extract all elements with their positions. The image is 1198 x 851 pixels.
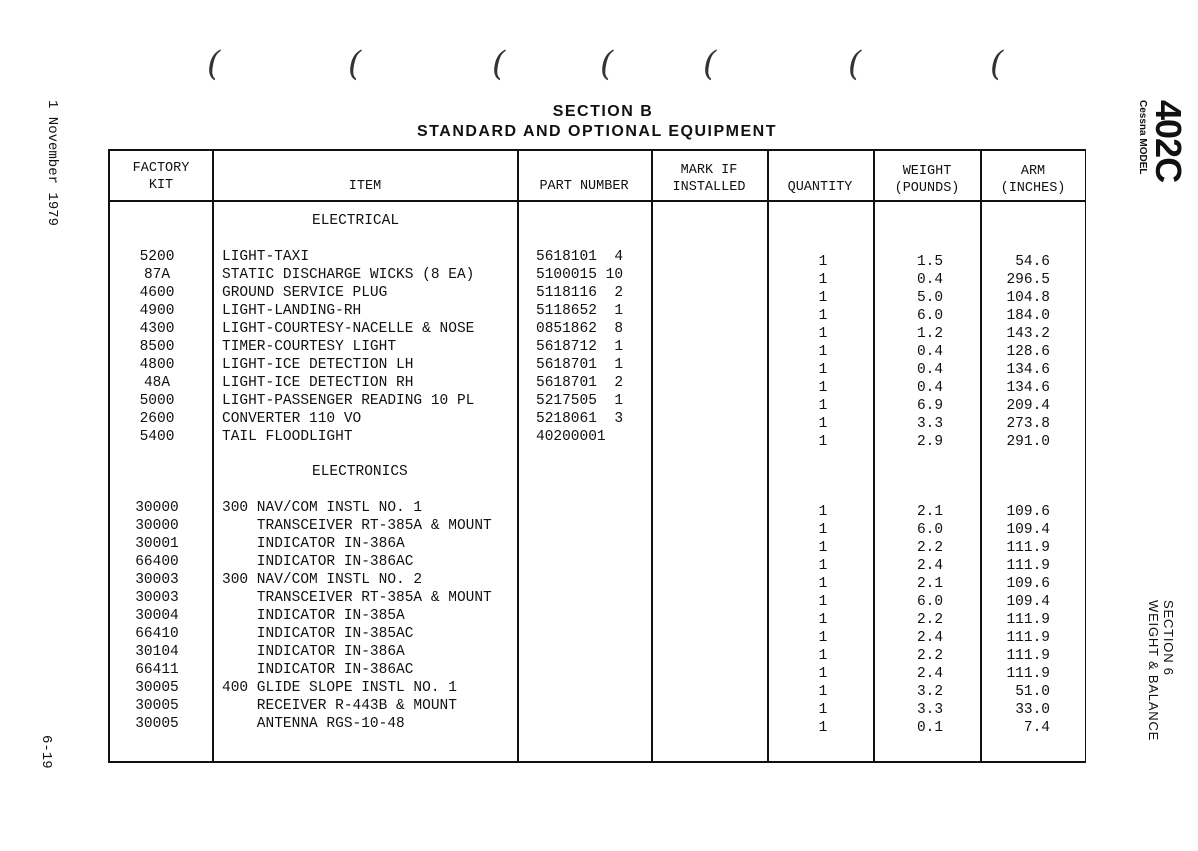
cell-arm: 111.9 — [1006, 612, 1050, 628]
cell-quantity: 1 — [818, 254, 828, 270]
cell-arm: 134.6 — [1006, 362, 1050, 378]
cell-quantity: 1 — [818, 522, 828, 538]
cell-quantity: 1 — [818, 666, 828, 682]
cell-weight: 6.0 — [916, 522, 944, 538]
header-arm — [982, 163, 1084, 197]
cell-item: LIGHT-ICE DETECTION RH — [222, 375, 414, 391]
cell-quantity: 1 — [818, 594, 828, 610]
cell-weight: 1.5 — [916, 254, 944, 270]
cell-item: CONVERTER 110 VO — [222, 411, 362, 427]
cell-weight: 0.4 — [916, 344, 944, 360]
binding-mark: ( — [207, 44, 221, 84]
cell-quantity: 1 — [818, 540, 828, 556]
cell-quantity: 1 — [818, 362, 828, 378]
binding-mark: ( — [492, 44, 506, 84]
cell-factory-kit: 4600 — [139, 285, 175, 301]
cell-weight: 2.2 — [916, 648, 944, 664]
cell-quantity: 1 — [818, 416, 828, 432]
cell-arm: 134.6 — [1006, 380, 1050, 396]
cell-part-number: 40200001 — [536, 429, 606, 445]
cell-arm: 7.4 — [1023, 720, 1050, 736]
column-divider — [651, 149, 653, 763]
brand-name: Cessna — [1137, 100, 1148, 136]
cell-weight: 3.2 — [916, 684, 944, 700]
header-line: (INCHES) — [1000, 181, 1066, 196]
cell-arm: 111.9 — [1006, 666, 1050, 682]
section-name: WEIGHT & BALANCE — [1146, 600, 1161, 742]
cell-part-number: 5100015 10 — [536, 267, 624, 283]
cell-arm: 33.0 — [1015, 702, 1050, 718]
cell-item: TIMER-COURTESY LIGHT — [222, 339, 397, 355]
cell-quantity: 1 — [818, 434, 828, 450]
cell-weight: 6.0 — [916, 308, 944, 324]
cell-weight: 3.3 — [916, 702, 944, 718]
cell-weight: 5.0 — [916, 290, 944, 306]
cell-factory-kit: 5200 — [139, 249, 175, 265]
cell-item: INDICATOR IN-386A — [222, 644, 405, 660]
cell-item: STATIC DISCHARGE WICKS (8 EA) — [222, 267, 475, 283]
cell-item: GROUND SERVICE PLUG — [222, 285, 388, 301]
cell-weight: 1.2 — [916, 326, 944, 342]
cell-item: INDICATOR IN-386A — [222, 536, 405, 552]
cell-item: LIGHT-LANDING-RH — [222, 303, 362, 319]
section-heading-electrical: ELECTRICAL — [312, 213, 400, 229]
binding-mark: ( — [990, 44, 1004, 84]
cell-quantity: 1 — [818, 504, 828, 520]
column-divider — [212, 149, 214, 763]
cell-factory-kit: 30005 — [135, 716, 179, 732]
cell-arm: 273.8 — [1006, 416, 1050, 432]
cell-factory-kit: 30003 — [135, 572, 179, 588]
cell-weight: 2.1 — [916, 504, 944, 520]
binding-mark: ( — [703, 44, 717, 84]
cell-factory-kit: 2600 — [139, 411, 175, 427]
cell-quantity: 1 — [818, 308, 828, 324]
header-line: INSTALLED — [672, 180, 746, 195]
cell-factory-kit: 48A — [143, 375, 171, 391]
cell-factory-kit: 4800 — [139, 357, 175, 373]
cell-weight: 0.4 — [916, 272, 944, 288]
cell-factory-kit: 66400 — [135, 554, 179, 570]
cell-arm: 209.4 — [1006, 398, 1050, 414]
cell-arm: 109.4 — [1006, 594, 1050, 610]
cell-quantity: 1 — [818, 326, 828, 342]
cell-arm: 109.6 — [1006, 504, 1050, 520]
binding-mark: ( — [348, 44, 362, 84]
cell-part-number: 5118116 2 — [536, 285, 624, 301]
cell-arm: 111.9 — [1006, 648, 1050, 664]
model-caption: MODEL — [1137, 138, 1148, 175]
binding-mark: ( — [600, 44, 614, 84]
cell-quantity: 1 — [818, 558, 828, 574]
cell-factory-kit: 8500 — [139, 339, 175, 355]
cell-quantity: 1 — [818, 684, 828, 700]
section-heading-electronics: ELECTRONICS — [312, 464, 408, 480]
section-title — [0, 103, 1198, 121]
cell-weight: 2.2 — [916, 612, 944, 628]
cell-item: INDICATOR IN-385A — [222, 608, 405, 624]
cell-quantity: 1 — [818, 648, 828, 664]
cell-item: INDICATOR IN-385AC — [222, 626, 414, 642]
header-factory-kit — [112, 160, 210, 194]
cell-factory-kit: 30005 — [135, 698, 179, 714]
cell-part-number: 5618701 2 — [536, 375, 624, 391]
cell-weight: 3.3 — [916, 416, 944, 432]
header-quantity: QUANTITY — [787, 180, 853, 195]
cell-arm: 296.5 — [1006, 272, 1050, 288]
cell-item: 300 NAV/COM INSTL NO. 2 — [222, 572, 423, 588]
cell-item: TRANSCEIVER RT-385A & MOUNT — [222, 518, 492, 534]
cell-quantity: 1 — [818, 720, 828, 736]
cell-part-number: 5217505 1 — [536, 393, 624, 409]
cell-item: 300 NAV/COM INSTL NO. 1 — [222, 500, 423, 516]
cell-part-number: 5618712 1 — [536, 339, 624, 355]
cell-item: LIGHT-PASSENGER READING 10 PL — [222, 393, 475, 409]
cell-quantity: 1 — [818, 576, 828, 592]
cell-arm: 291.0 — [1006, 434, 1050, 450]
cell-quantity: 1 — [818, 290, 828, 306]
section-title-text: SECTION B — [552, 103, 654, 120]
header-mark-if-installed — [653, 162, 765, 196]
page-number: 6-19 — [38, 735, 54, 769]
cell-item: LIGHT-ICE DETECTION LH — [222, 357, 414, 373]
header-line: WEIGHT — [902, 164, 952, 179]
page-title — [0, 123, 1198, 141]
page-title-text: STANDARD AND OPTIONAL EQUIPMENT — [417, 123, 777, 140]
cell-part-number: 5218061 3 — [536, 411, 624, 427]
header-divider — [108, 200, 1086, 202]
cell-quantity: 1 — [818, 630, 828, 646]
binding-mark: ( — [848, 44, 862, 84]
cell-factory-kit: 87A — [143, 267, 171, 283]
header-line: MARK IF — [680, 163, 738, 178]
cell-arm: 54.6 — [1015, 254, 1050, 270]
cell-quantity: 1 — [818, 398, 828, 414]
cell-part-number: 0851862 8 — [536, 321, 624, 337]
column-divider — [873, 149, 875, 763]
cell-factory-kit: 30000 — [135, 500, 179, 516]
cell-factory-kit: 5000 — [139, 393, 175, 409]
column-divider — [517, 149, 519, 763]
cell-weight: 6.0 — [916, 594, 944, 610]
cell-factory-kit: 30001 — [135, 536, 179, 552]
cell-arm: 111.9 — [1006, 630, 1050, 646]
cell-item: RECEIVER R-443B & MOUNT — [222, 698, 457, 714]
cell-quantity: 1 — [818, 702, 828, 718]
cell-item: LIGHT-COURTESY-NACELLE & NOSE — [222, 321, 475, 337]
cell-weight: 2.4 — [916, 630, 944, 646]
cell-part-number: 5618101 4 — [536, 249, 624, 265]
cell-item: LIGHT-TAXI — [222, 249, 310, 265]
cell-arm: 51.0 — [1015, 684, 1050, 700]
cell-quantity: 1 — [818, 344, 828, 360]
header-line: FACTORY — [132, 161, 190, 176]
cell-item: TAIL FLOODLIGHT — [222, 429, 353, 445]
cell-weight: 2.1 — [916, 576, 944, 592]
cell-arm: 143.2 — [1006, 326, 1050, 342]
cell-factory-kit: 4900 — [139, 303, 175, 319]
cell-weight: 0.4 — [916, 362, 944, 378]
cell-weight: 2.2 — [916, 540, 944, 556]
cell-item: INDICATOR IN-386AC — [222, 662, 414, 678]
header-item: ITEM — [348, 179, 382, 194]
cell-weight: 0.4 — [916, 380, 944, 396]
cell-factory-kit: 30104 — [135, 644, 179, 660]
cell-factory-kit: 66411 — [135, 662, 179, 678]
header-line: ARM — [1020, 164, 1046, 179]
cell-factory-kit: 4300 — [139, 321, 175, 337]
cell-arm: 109.6 — [1006, 576, 1050, 592]
cell-weight: 6.9 — [916, 398, 944, 414]
cell-part-number: 5118652 1 — [536, 303, 624, 319]
cell-item: INDICATOR IN-386AC — [222, 554, 414, 570]
cell-arm: 184.0 — [1006, 308, 1050, 324]
cell-weight: 2.9 — [916, 434, 944, 450]
cell-arm: 128.6 — [1006, 344, 1050, 360]
cell-item: TRANSCEIVER RT-385A & MOUNT — [222, 590, 492, 606]
cell-factory-kit: 30005 — [135, 680, 179, 696]
cell-weight: 2.4 — [916, 558, 944, 574]
cell-factory-kit: 30004 — [135, 608, 179, 624]
model-number: 402C — [1148, 100, 1189, 183]
header-line: KIT — [148, 178, 174, 193]
cell-quantity: 1 — [818, 612, 828, 628]
cell-weight: 0.1 — [916, 720, 944, 736]
header-weight — [875, 163, 979, 197]
cell-arm: 109.4 — [1006, 522, 1050, 538]
section-label — [1136, 600, 1176, 780]
cell-factory-kit: 5400 — [139, 429, 175, 445]
cell-part-number: 5618701 1 — [536, 357, 624, 373]
column-divider — [767, 149, 769, 763]
issue-date: 1 November 1979 — [44, 100, 60, 227]
cell-factory-kit: 66410 — [135, 626, 179, 642]
cell-arm: 111.9 — [1006, 558, 1050, 574]
cell-quantity: 1 — [818, 380, 828, 396]
cell-quantity: 1 — [818, 272, 828, 288]
cell-item: ANTENNA RGS-10-48 — [222, 716, 405, 732]
column-divider — [980, 149, 982, 763]
cell-item: 400 GLIDE SLOPE INSTL NO. 1 — [222, 680, 457, 696]
header-line: (POUNDS) — [894, 181, 960, 196]
cell-weight: 2.4 — [916, 666, 944, 682]
cell-factory-kit: 30003 — [135, 590, 179, 606]
cell-factory-kit: 30000 — [135, 518, 179, 534]
cell-arm: 104.8 — [1006, 290, 1050, 306]
section-number: SECTION 6 — [1161, 600, 1176, 676]
header-part-number: PART NUMBER — [539, 179, 629, 194]
cell-arm: 111.9 — [1006, 540, 1050, 556]
